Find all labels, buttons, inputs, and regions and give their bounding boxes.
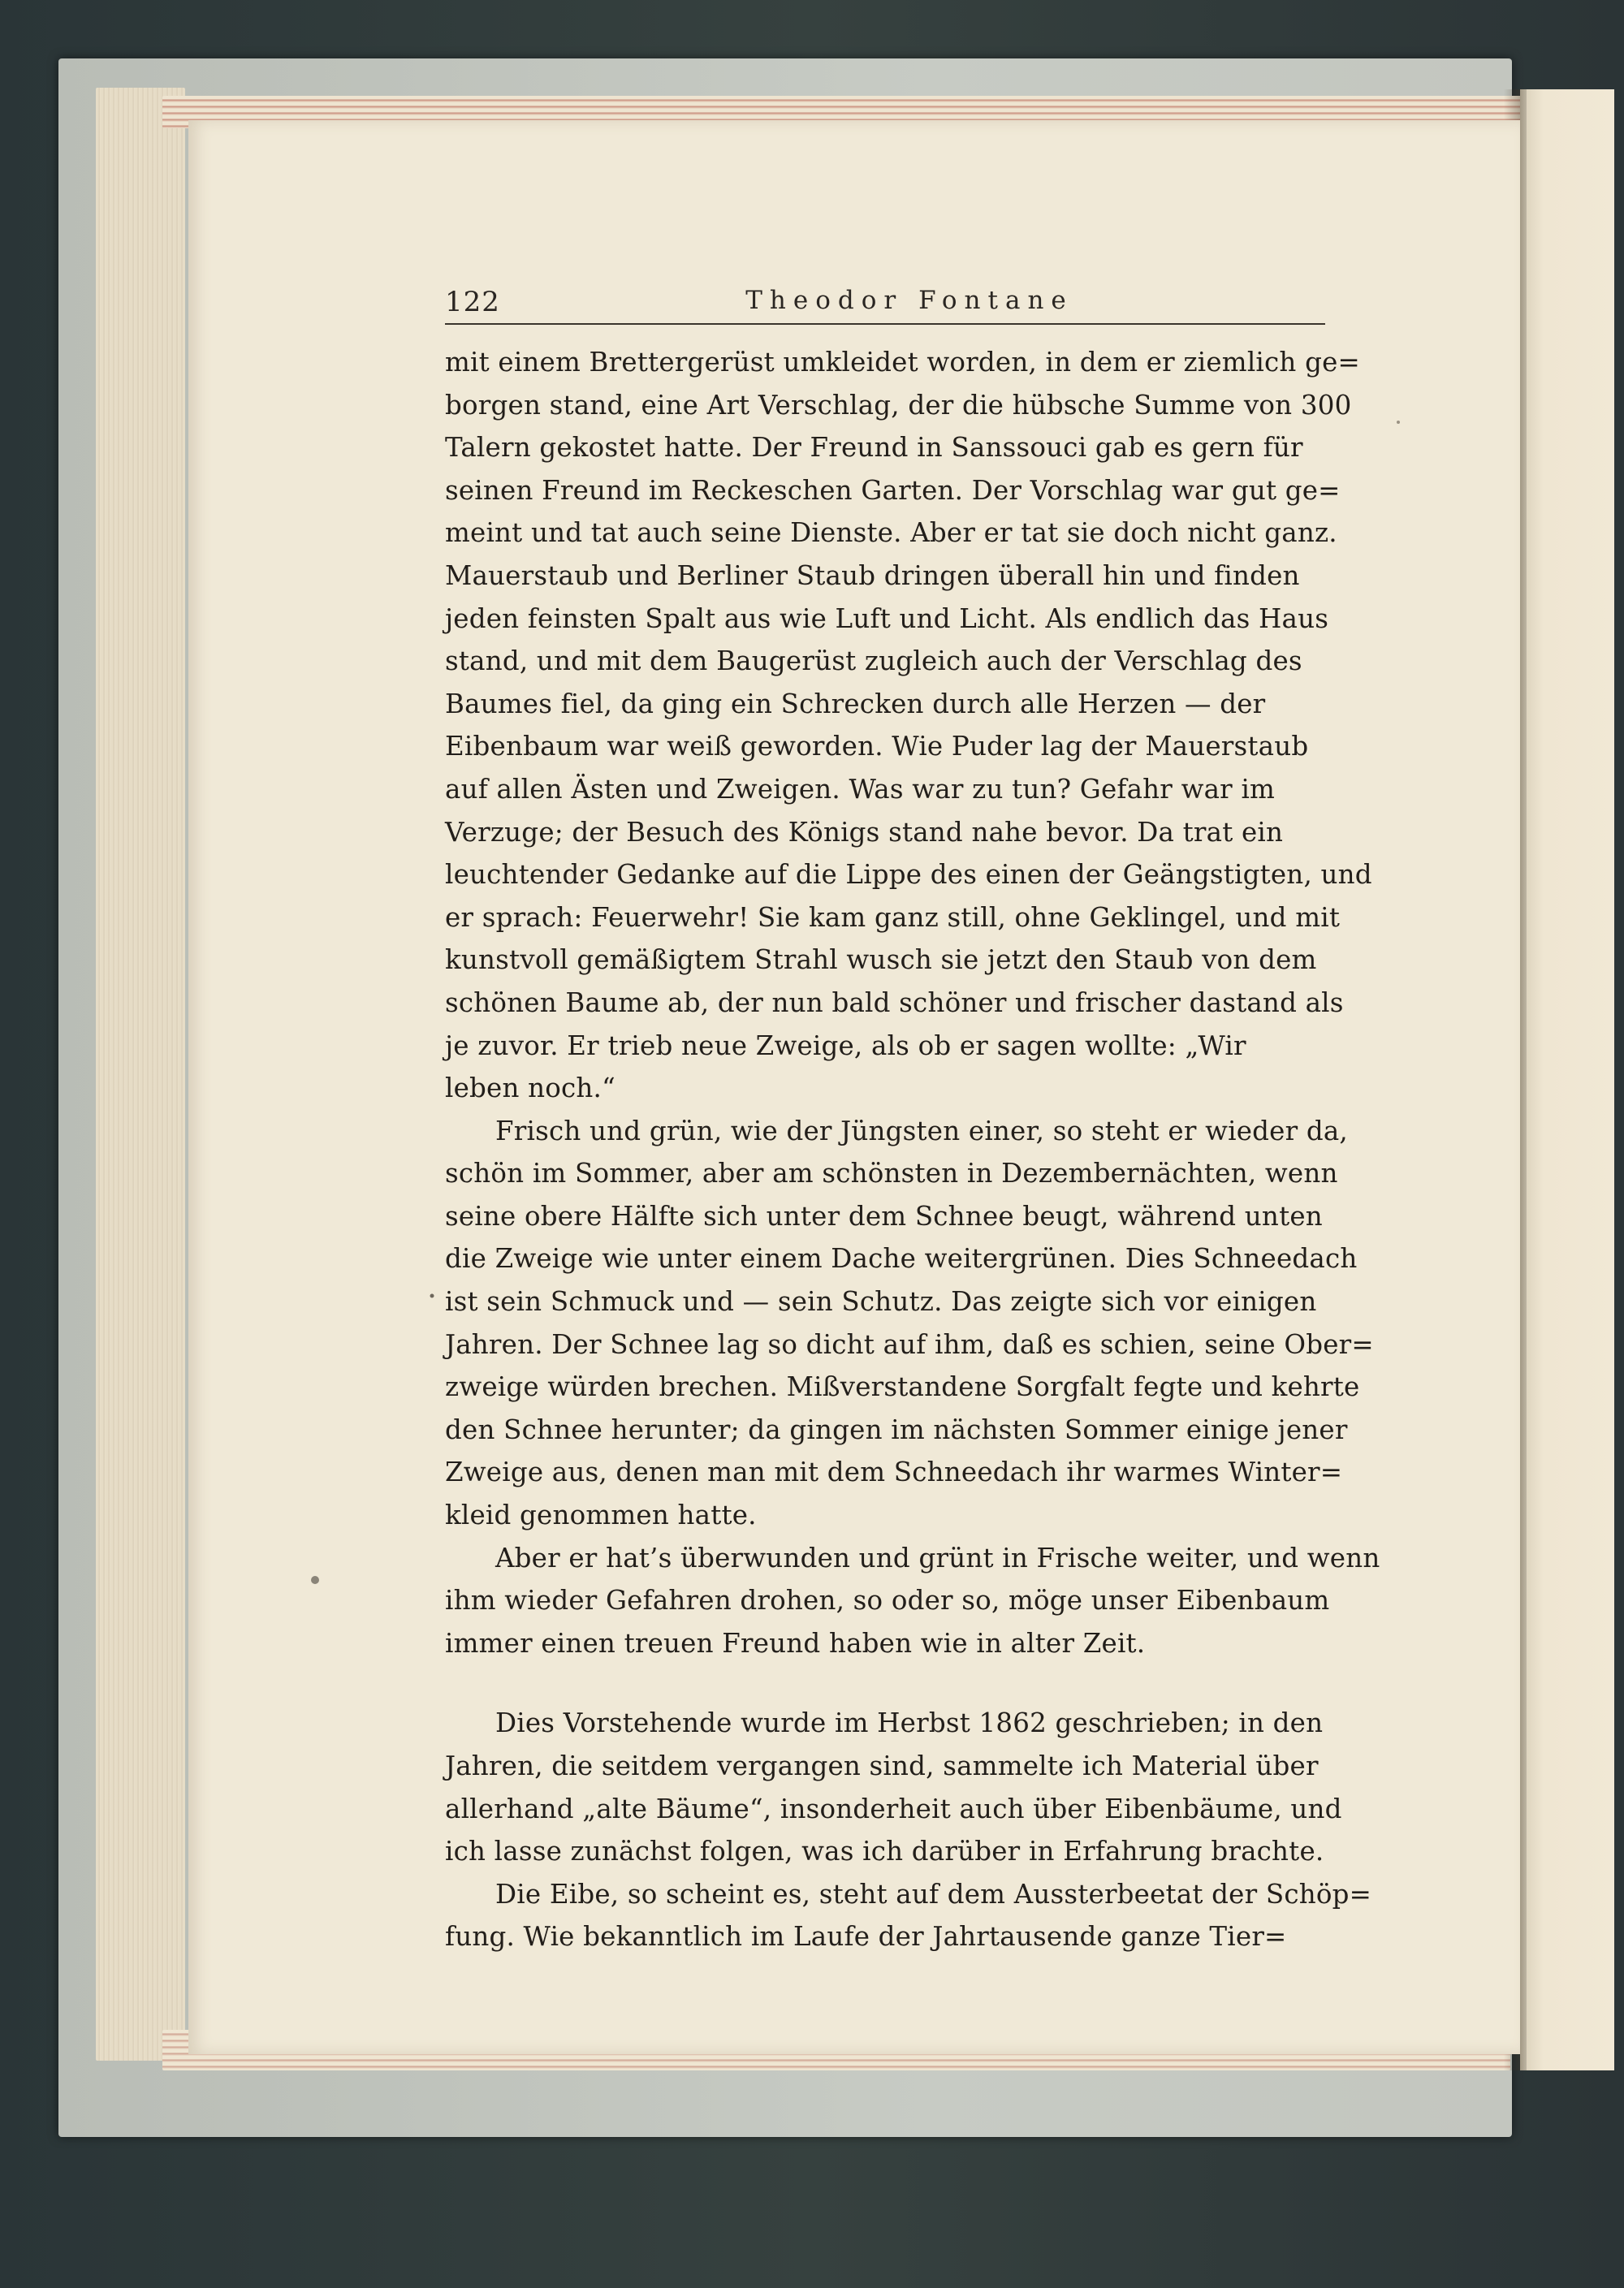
text-line: Mauerstaub und Berliner Staub dringen überall hin und finden xyxy=(445,559,1300,591)
text-line: fung. Wie bekanntlich im Laufe der Jahrtausende ganze Tier= xyxy=(445,1921,1287,1953)
text-line: Jahren. Der Schnee lag so dicht auf ihm, daß es schien, seine Ober= xyxy=(445,1328,1374,1360)
text-line: ist sein Schmuck und — sein Schutz. Das zeigte sich vor einigen xyxy=(445,1286,1317,1318)
text-line: seine obere Hälfte sich unter dem Schnee beugt, während unten xyxy=(445,1200,1323,1232)
text-line: Jahren, die seitdem vergangen sind, sammelte ich Material über xyxy=(445,1751,1319,1781)
text-line: Eibenbaum war weiß geworden. Wie Puder lag der Mauerstaub xyxy=(445,731,1309,762)
paragraph-start-line: Aber er hat’s überwunden und grünt in Frische weiter, und wenn xyxy=(495,1542,1380,1574)
text-line: ihm wieder Gefahren drohen, so oder so, möge unser Eibenbaum xyxy=(445,1585,1330,1617)
text-line: borgen stand, eine Art Verschlag, der die hübsche Summe von 300 xyxy=(445,389,1352,421)
text-line: die Zweige wie unter einem Dache weitergrünen. Dies Schneedach xyxy=(445,1243,1358,1275)
text-line: schönen Baume ab, der nun bald schöner und frischer dastand als xyxy=(445,986,1344,1018)
paragraph-start-line: Frisch und grün, wie der Jüngsten einer, so steht er wieder da, xyxy=(495,1115,1348,1146)
text-line: je zuvor. Er trieb neue Zweige, als ob er sagen wollte: „Wir xyxy=(445,1030,1246,1061)
text-line: allerhand „alte Bäume“, insonderheit auch über Eibenbäume, und xyxy=(445,1793,1342,1824)
text-line: auf allen Ästen und Zweigen. Was war zu tun? Gefahr war im xyxy=(445,773,1276,805)
text-line: immer einen treuen Freund haben wie in alter Zeit. xyxy=(445,1627,1146,1659)
text-line: ich lasse zunächst folgen, was ich darüber in Erfahrung brachte. xyxy=(445,1836,1324,1867)
paper-speck xyxy=(311,1576,319,1584)
text-line: leuchtender Gedanke auf die Lippe des einen der Geängstigten, und xyxy=(445,859,1372,891)
paper-speck xyxy=(1397,421,1400,424)
text-line: zweige würden brechen. Mißverstandene Sorgfalt fegte und kehrte xyxy=(445,1371,1360,1403)
text-line: schön im Sommer, aber am schönsten in Dezembernächten, wenn xyxy=(445,1158,1338,1189)
text-line: er sprach: Feuerwehr! Sie kam ganz still, ohne Geklingel, und mit xyxy=(445,901,1341,933)
text-line: mit einem Brettergerüst umkleidet worden, in dem er ziemlich ge= xyxy=(445,347,1360,378)
text-line: Zweige aus, denen man mit dem Schneedach ihr warmes Winter= xyxy=(445,1457,1343,1488)
text-line: Verzuge; der Besuch des Königs stand nahe bevor. Da trat ein xyxy=(445,816,1284,848)
text-line: kunstvoll gemäßigtem Strahl wusch sie jetzt den Staub von dem xyxy=(445,944,1317,976)
section-start-line: Dies Vorstehende wurde im Herbst 1862 geschrieben; in den xyxy=(495,1707,1324,1739)
text-line: den Schnee herunter; da gingen im nächsten Sommer einige jener xyxy=(445,1414,1348,1445)
paragraph-start-line: Die Eibe, so scheint es, steht auf dem Aussterbeetat der Schöp= xyxy=(495,1878,1372,1910)
text-line: meint und tat auch seine Dienste. Aber er tat sie doch nicht ganz. xyxy=(445,517,1337,549)
text-line: kleid genommen hatte. xyxy=(445,1500,757,1531)
page-number: 122 xyxy=(445,286,500,318)
text-line: seinen Freund im Reckeschen Garten. Der Vorschlag war gut ge= xyxy=(445,474,1341,506)
text-line: leben noch.“ xyxy=(445,1073,615,1104)
running-head-author: Theodor Fontane xyxy=(745,286,1073,315)
text-line: stand, und mit dem Baugerüst zugleich auch der Verschlag des xyxy=(445,645,1302,677)
text-line: Talern gekostet hatte. Der Freund in Sanssouci gab es gern für xyxy=(445,432,1303,464)
paper-speck xyxy=(430,1294,434,1298)
text-line: Baumes fiel, da ging ein Schrecken durch alle Herzen — der xyxy=(445,688,1266,719)
text-line: jeden feinsten Spalt aus wie Luft und Licht. Als endlich das Haus xyxy=(445,602,1329,634)
